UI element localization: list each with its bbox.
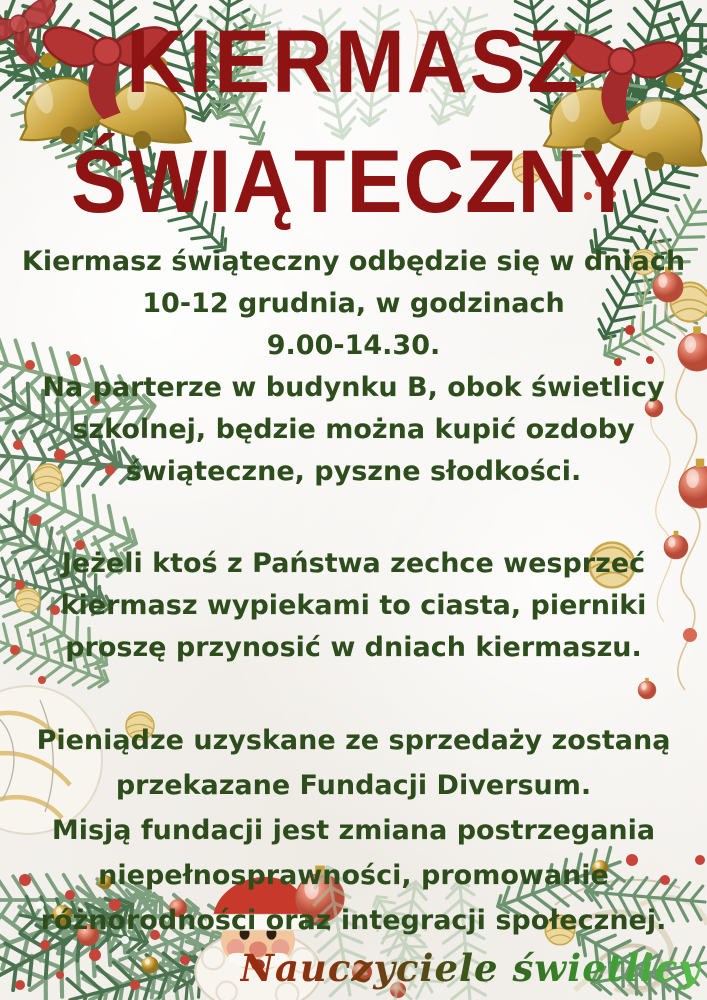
text-line: kiermasz wypiekami to ciasta, pierniki xyxy=(60,590,647,621)
poster-title-line1: KIERMASZ xyxy=(126,11,581,112)
text-line: Na parterze w budynku B, obok świetlicy xyxy=(42,372,665,403)
signature-text: Nauczyciele świetlicy xyxy=(240,946,701,990)
poster-title xyxy=(0,4,707,244)
text-line: niepełnosprawności, promowanie xyxy=(98,860,609,891)
paragraph-event-details xyxy=(0,241,707,493)
text-line: Misją fundacji jest zmiana postrzegania xyxy=(51,815,656,846)
text-line: Jeżeli ktoś z Państwa zechce wesprzeć xyxy=(61,548,646,579)
text-line: 9.00-14.30. xyxy=(266,330,441,361)
poster-title-line2: ŚWIĄTECZNY xyxy=(70,131,637,231)
text-line: różnorodności oraz integracji społecznej. xyxy=(40,905,667,936)
text-line: świąteczne, pyszne słodkości. xyxy=(125,456,582,487)
text-line: Kiermasz świąteczny odbędzie się w dniach xyxy=(21,246,686,277)
text-line: Pieniądze uzyskane ze sprzedaży zostaną xyxy=(36,725,671,756)
paragraph-foundation xyxy=(0,718,707,943)
text-line: proszę przynosić w dniach kiermaszu. xyxy=(65,632,642,663)
text-line: przekazane Fundacji Diversum. xyxy=(115,770,592,801)
text-line: szkolnej, będzie można kupić ozdoby xyxy=(72,414,635,445)
paragraph-baking-support xyxy=(0,543,707,669)
text-line: 10-12 grudnia, w godzinach xyxy=(142,288,565,319)
